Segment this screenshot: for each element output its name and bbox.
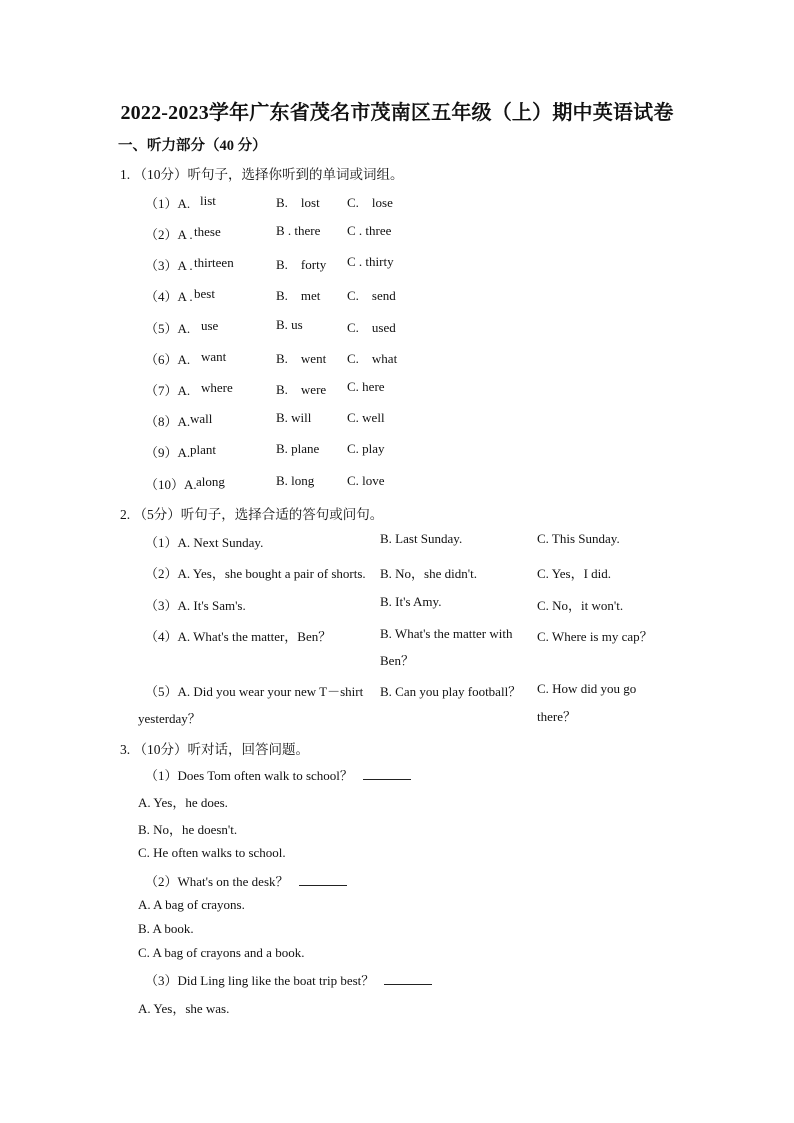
q2-item-5-option-b: B. Can you play football？: [380, 684, 522, 699]
q2-item-4-option-a: （4）A. What's the matter，Ben？: [145, 629, 332, 644]
q1-item-6-option-b: B. went: [276, 351, 327, 366]
q1-item-10-option-c: C. love: [347, 473, 385, 488]
q2-item-4-option-b-line2: Ben？: [380, 653, 414, 668]
q1-item-6-number: （6）A.: [145, 352, 191, 367]
q3-sub-1-question: （1）Does Tom often walk to school？: [145, 765, 411, 784]
q1-item-8-option-a: wall: [190, 411, 213, 426]
q2-item-1-option-a: （1）A. Next Sunday.: [145, 535, 264, 550]
q1-item-5-option-a: use: [201, 318, 219, 333]
q1-item-10-number: （10）A.: [145, 477, 197, 492]
q2-item-5-option-c-line1: C. How did you go: [537, 681, 637, 696]
q3-sub-2-question: （2）What's on the desk？: [145, 871, 347, 890]
q1-item-10-option-b: B. long: [276, 473, 315, 488]
q1-item-4-number: （4）A .: [145, 289, 193, 304]
q3-sub-3-option-a: A. Yes，she was.: [138, 1001, 230, 1016]
q1-item-1-option-b: B. lost: [276, 195, 320, 210]
q1-item-3-option-a: thirteen: [194, 255, 234, 270]
q1-item-7-option-a: where: [201, 380, 233, 395]
q1-item-2-number: （2）A .: [145, 227, 193, 242]
q1-item-4-option-c: C. send: [347, 288, 396, 303]
q1-item-3-number: （3）A .: [145, 258, 193, 273]
q2-item-3-option-b: B. It's Amy.: [380, 594, 442, 609]
q2-item-1-option-c: C. This Sunday.: [537, 531, 620, 546]
answer-blank[interactable]: [363, 767, 411, 780]
q2-item-2-option-b: B. No，she didn't.: [380, 566, 477, 581]
q1-item-3-option-c: C . thirty: [347, 254, 394, 269]
q3-sub-1-option-c: C. He often walks to school.: [138, 845, 286, 860]
section-heading-listening: 一、听力部分（40 分）: [118, 138, 267, 154]
q2-item-2-option-a: （2）A. Yes，she bought a pair of shorts.: [145, 566, 366, 581]
q2-item-3-option-a: （3）A. It's Sam's.: [145, 598, 246, 613]
q3-sub-1-option-a: A. Yes，he does.: [138, 795, 228, 810]
q1-item-1-number: （1）A.: [145, 196, 191, 211]
q3-sub-3-question: （3）Did Ling ling like the boat trip best？: [145, 970, 432, 989]
q3-sub-1-option-b: B. No，he doesn't.: [138, 822, 238, 837]
q1-item-6-option-c: C. what: [347, 351, 398, 366]
q2-item-4-option-c: C. Where is my cap？: [537, 629, 653, 644]
q1-item-8-option-c: C. well: [347, 410, 385, 425]
q1-item-1-option-c: C. lose: [347, 195, 393, 210]
q1-item-7-number: （7）A.: [145, 383, 191, 398]
q1-item-7-option-b: B. were: [276, 382, 327, 397]
q1-item-10-option-a: along: [196, 474, 225, 489]
q1-item-5-option-b: B. us: [276, 317, 303, 332]
q1-item-2-option-c: C . three: [347, 223, 392, 238]
q2-item-5-option-a-line1: （5）A. Did you wear your new T－shirt: [145, 684, 364, 699]
q3-sub-2-option-b: B. A book.: [138, 921, 194, 936]
q2-item-1-option-b: B. Last Sunday.: [380, 531, 463, 546]
answer-blank[interactable]: [299, 873, 347, 886]
q2-item-5-option-a-line2: yesterday？: [138, 711, 201, 726]
q2-item-4-option-b-line1: B. What's the matter with: [380, 626, 513, 641]
q1-item-8-option-b: B. will: [276, 410, 312, 425]
q1-item-8-number: （8）A.: [145, 414, 191, 429]
question-2-header: 2. （5分）听句子，选择合适的答句或问句。: [120, 507, 384, 522]
q2-item-2-option-c: C. Yes，I did.: [537, 566, 612, 581]
q1-item-9-option-c: C. play: [347, 441, 385, 456]
q3-sub-2-option-a: A. A bag of crayons.: [138, 897, 245, 912]
q1-item-9-number: （9）A.: [145, 445, 191, 460]
q1-item-9-option-a: plant: [190, 442, 216, 457]
question-3-header: 3. （10分）听对话，回答问题。: [120, 742, 309, 757]
q3-sub-2-option-c: C. A bag of crayons and a book.: [138, 945, 305, 960]
q1-item-3-option-b: B. forty: [276, 257, 327, 272]
q1-item-4-option-a: best: [194, 286, 215, 301]
q1-item-5-number: （5）A.: [145, 321, 191, 336]
q1-item-9-option-b: B. plane: [276, 441, 320, 456]
q1-item-7-option-c: C. here: [347, 379, 385, 394]
question-1-header: 1. （10分）听句子，选择你听到的单词或词组。: [120, 167, 404, 182]
q1-item-4-option-b: B. met: [276, 288, 321, 303]
q1-item-2-option-a: these: [194, 224, 221, 239]
q2-item-5-option-c-line2: there？: [537, 709, 576, 724]
page-title: 2022-2023学年广东省茂名市茂南区五年级（上）期中英语试卷: [120, 102, 674, 124]
q1-item-5-option-c: C. used: [347, 320, 396, 335]
answer-blank[interactable]: [384, 972, 432, 985]
q1-item-6-option-a: want: [201, 349, 227, 364]
q2-item-3-option-c: C. No，it won't.: [537, 598, 624, 613]
q1-item-2-option-b: B . there: [276, 223, 321, 238]
q1-item-1-option-a: list: [200, 193, 216, 208]
